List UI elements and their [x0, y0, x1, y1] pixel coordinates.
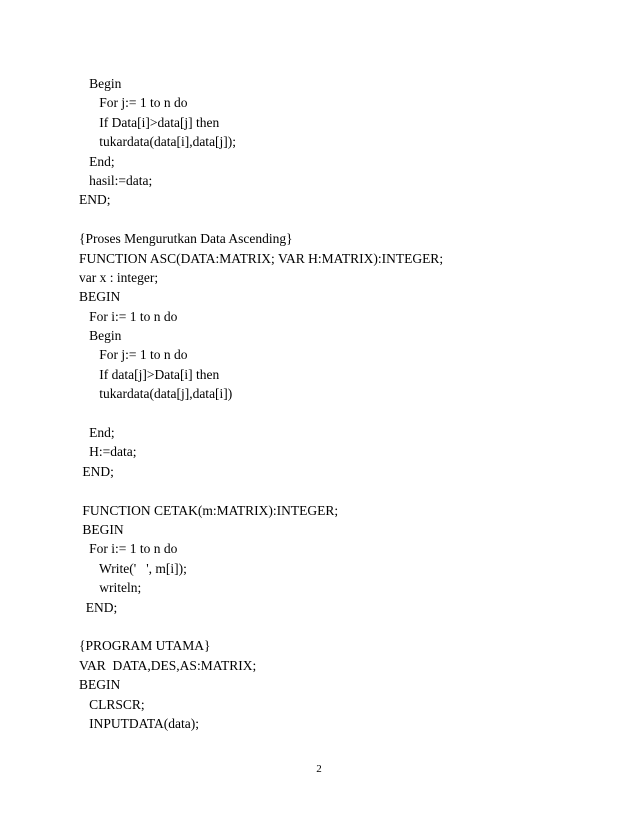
code-line: BEGIN — [79, 521, 124, 537]
code-line: Begin — [79, 328, 122, 344]
code-line: For j:= 1 to n do — [79, 95, 188, 111]
code-line: End; — [79, 153, 115, 169]
code-line: End; — [79, 425, 115, 441]
code-line: END; — [79, 599, 118, 615]
code-line: FUNCTION ASC(DATA:MATRIX; VAR H:MATRIX):INTEGER; — [79, 250, 444, 266]
code-line: For i:= 1 to n do — [79, 541, 178, 557]
code-line: END; — [79, 463, 114, 479]
code-line: If Data[i]>data[j] then — [79, 114, 220, 130]
code-line: {PROGRAM UTAMA} — [79, 638, 211, 654]
blank-line — [79, 617, 599, 636]
code-line: tukardata(data[j],data[i]) — [79, 386, 233, 402]
blank-line — [79, 210, 599, 229]
code-line: VAR DATA,DES,AS:MATRIX; — [79, 657, 257, 673]
code-line: If data[j]>Data[i] then — [79, 366, 220, 382]
page-number: 2 — [316, 763, 322, 775]
blank-line — [79, 404, 599, 423]
blank-line — [79, 481, 599, 500]
code-line: H:=data; — [79, 444, 137, 460]
code-line: writeln; — [79, 580, 142, 596]
code-line: CLRSCR; — [79, 696, 145, 712]
code-line: For i:= 1 to n do — [79, 308, 178, 324]
code-line: {Proses Mengurutkan Data Ascending} — [79, 231, 293, 247]
code-line: INPUTDATA(data); — [79, 715, 200, 731]
code-line: BEGIN — [79, 677, 121, 693]
code-listing — [79, 74, 599, 733]
code-line: FUNCTION CETAK(m:MATRIX):INTEGER; — [79, 502, 339, 518]
code-line: var x : integer; — [79, 269, 159, 285]
code-line: BEGIN — [79, 289, 121, 305]
code-line: Begin — [79, 76, 122, 91]
code-line: END; — [79, 192, 111, 208]
code-line: tukardata(data[i],data[j]); — [79, 134, 237, 150]
code-line: hasil:=data; — [79, 172, 153, 188]
code-line: Write(' ', m[i]); — [79, 560, 187, 576]
code-line: For j:= 1 to n do — [79, 347, 188, 363]
